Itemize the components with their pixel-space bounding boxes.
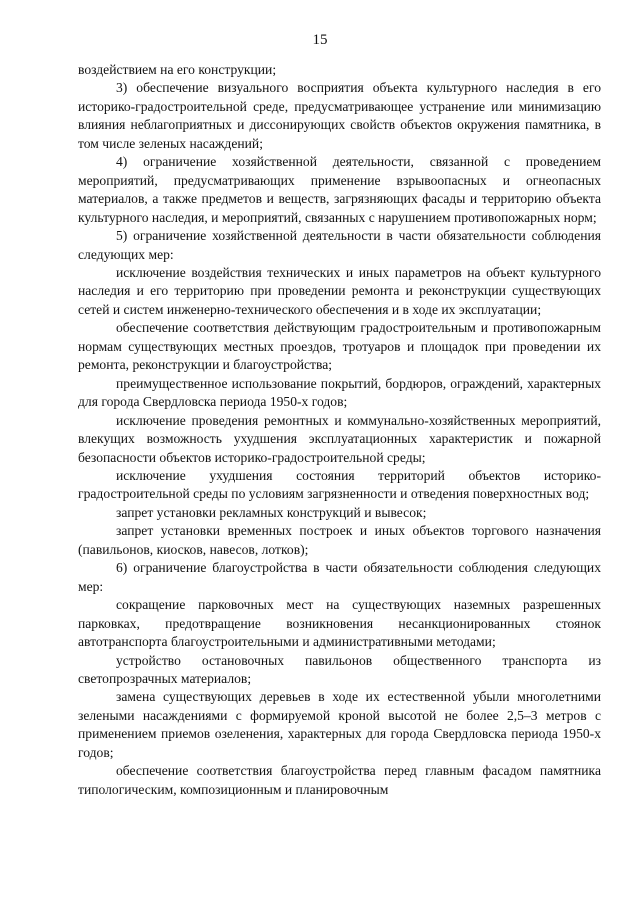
paragraph: сокращение парковочных мест на существующих наземных разрешенных парковках, предотвращение возникновения несанкционированных стоянок автотранспорта благоустроительными и административными методами;	[78, 597, 601, 650]
paragraph: воздействием на его конструкции;	[78, 62, 277, 77]
paragraph: исключение проведения ремонтных и коммунально-хозяйственных мероприятий, влекущих возможность ухудшения эксплуатационных характеристик и пожарной безопасности объектов историко-градостроительной среды;	[78, 412, 601, 465]
paragraph: исключение воздействия технических и иных параметров на объект культурного наследия и его территорию при проведении ремонта и реконструкции существующих сетей и систем инженерно-технического обеспечения и в ходе их эксплуатации;	[78, 264, 601, 317]
paragraph: 5) ограничение хозяйственной деятельности в части обязательности соблюдения следующих мер:	[78, 228, 601, 262]
paragraph: преимущественное использование покрытий, бордюров, ограждений, характерных для города Свердловска периода 1950-х годов;	[78, 375, 601, 410]
document-body	[78, 61, 601, 799]
paragraph: устройство остановочных павильонов общественного транспорта из светопрозрачных материалов;	[78, 652, 601, 686]
paragraph: запрет установки рекламных конструкций и вывесок;	[116, 504, 427, 520]
paragraph: запрет установки временных построек и иных объектов торгового назначения (павильонов, киосков, навесов, лотков);	[78, 523, 601, 557]
paragraph: замена существующих деревьев в ходе их естественной убыли многолетними зелеными насаждениями с формируемой кроной высотой не более 2,5–3 метров с применением приемов озеленения, характерных для города Свердловска периода 1950-х годов;	[78, 689, 601, 760]
page-number: 15	[312, 32, 328, 48]
paragraph: 6) ограничение благоустройства в части обязательности соблюдения следующих мер:	[78, 560, 601, 594]
paragraph: обеспечение соответствия благоустройства перед главным фасадом памятника типологическим, композиционным и планировочным	[78, 763, 601, 797]
paragraph: 4) ограничение хозяйственной деятельности, связанной с проведением мероприятий, предусматривающих применение взрывоопасных и огнеопасных материалов, а также предметов и веществ, загрязняющих фасады и территорию объекта культурного наследия, и мероприятий, связанных с нарушением противопожарных норм;	[78, 154, 601, 225]
paragraph: исключение ухудшения состояния территорий объектов историко-градостроительной среды по условиям загрязненности и отведения поверхностных вод;	[78, 467, 601, 502]
paragraph: обеспечение соответствия действующим градостроительным и противопожарным нормам существующих местных проездов, тротуаров и площадок при проведении их ремонта, реконструкции и благоустройства;	[78, 320, 601, 373]
paragraph: 3) обеспечение визуального восприятия объекта культурного наследия в его историко-градостроительной среде, предусматривающее устранение или минимизацию влияния неблагоприятных и диссонирующих свойств объектов окружения памятника, в том числе зеленых насаждений;	[78, 80, 601, 151]
